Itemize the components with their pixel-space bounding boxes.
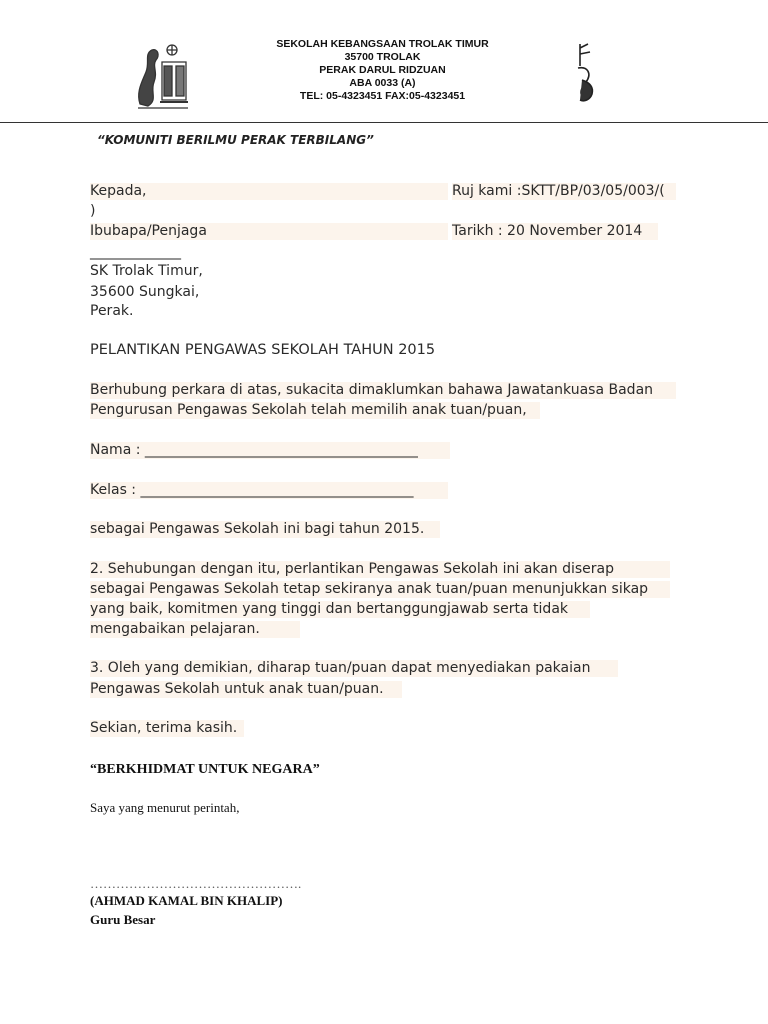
letter-date: Tarikh : 20 November 2014 (452, 223, 658, 240)
address-line-2: 35600 Sungkai, (90, 284, 200, 300)
closing-line: Sekian, terima kasih. (90, 720, 244, 737)
signatory-name: (AHMAD KAMAL BIN KHALIP) (90, 893, 283, 908)
saya-yang-menurut-perintah: Saya yang menurut perintah, (90, 800, 240, 815)
letterhead-school-name: SEKOLAH KEBANGSAAN TROLAK TIMUR (276, 38, 489, 50)
school-crest-logo (132, 42, 192, 110)
paragraph-2: sebagai Pengawas Sekolah ini bagi tahun 2015. (90, 521, 440, 538)
kelas-field: Kelas : _______________________________________ (90, 482, 448, 499)
recipient-blank-line: _____________ (90, 244, 181, 260)
address-line-1: SK Trolak Timur, (90, 263, 203, 279)
kepada-label: Kepada, (90, 183, 448, 200)
address-line-3: Perak. (90, 303, 134, 319)
right-emblem-logo (574, 40, 602, 104)
slogan: “BERKHIDMAT UNTUK NEGARA” (90, 762, 320, 777)
motto: “KOMUNITI BERILMU PERAK TERBILANG” (97, 133, 374, 147)
letterhead-code: ABA 0033 (A) (349, 77, 416, 89)
signature-dotted-line: …………………………………………. (90, 876, 302, 891)
paragraph-3-line-3: yang baik, komitmen yang tinggi dan bertanggungjawab serta tidak (90, 601, 590, 618)
paragraph-1-line-2: Pengurusan Pengawas Sekolah telah memilih anak tuan/puan, (90, 402, 540, 419)
letterhead-contact: TEL: 05-4323451 FAX:05-4323451 (299, 90, 466, 102)
paragraph-3-line-2: sebagai Pengawas Sekolah tetap sekiranya anak tuan/puan menunjukkan sikap (90, 581, 670, 598)
nama-field: Nama : _______________________________________ (90, 442, 450, 459)
letter-subject: PELANTIKAN PENGAWAS SEKOLAH TAHUN 2015 (90, 342, 436, 358)
paragraph-3-line-1: 2. Sehubungan dengan itu, perlantikan Pengawas Sekolah ini akan diserap (90, 561, 670, 578)
paragraph-4-line-1: 3. Oleh yang demikian, diharap tuan/puan dapat menyediakan pakaian (90, 660, 618, 677)
reference-number-cont: ) (90, 203, 96, 219)
letterhead-state: PERAK DARUL RIDZUAN (319, 64, 446, 76)
letterhead-postcode: 35700 TROLAK (344, 51, 421, 63)
recipient-title: Ibubapa/Penjaga (90, 223, 448, 240)
paragraph-1-line-1: Berhubung perkara di atas, sukacita dimaklumkan bahawa Jawatankuasa Badan (90, 382, 676, 399)
signatory-title: Guru Besar (90, 912, 156, 927)
paragraph-3-line-4: mengabaikan pelajaran. (90, 621, 300, 638)
school-letterhead (230, 38, 535, 103)
reference-number: Ruj kami :SKTT/BP/03/05/003/( (452, 183, 676, 200)
header-divider (0, 122, 768, 123)
paragraph-4-line-2: Pengawas Sekolah untuk anak tuan/puan. (90, 681, 402, 698)
